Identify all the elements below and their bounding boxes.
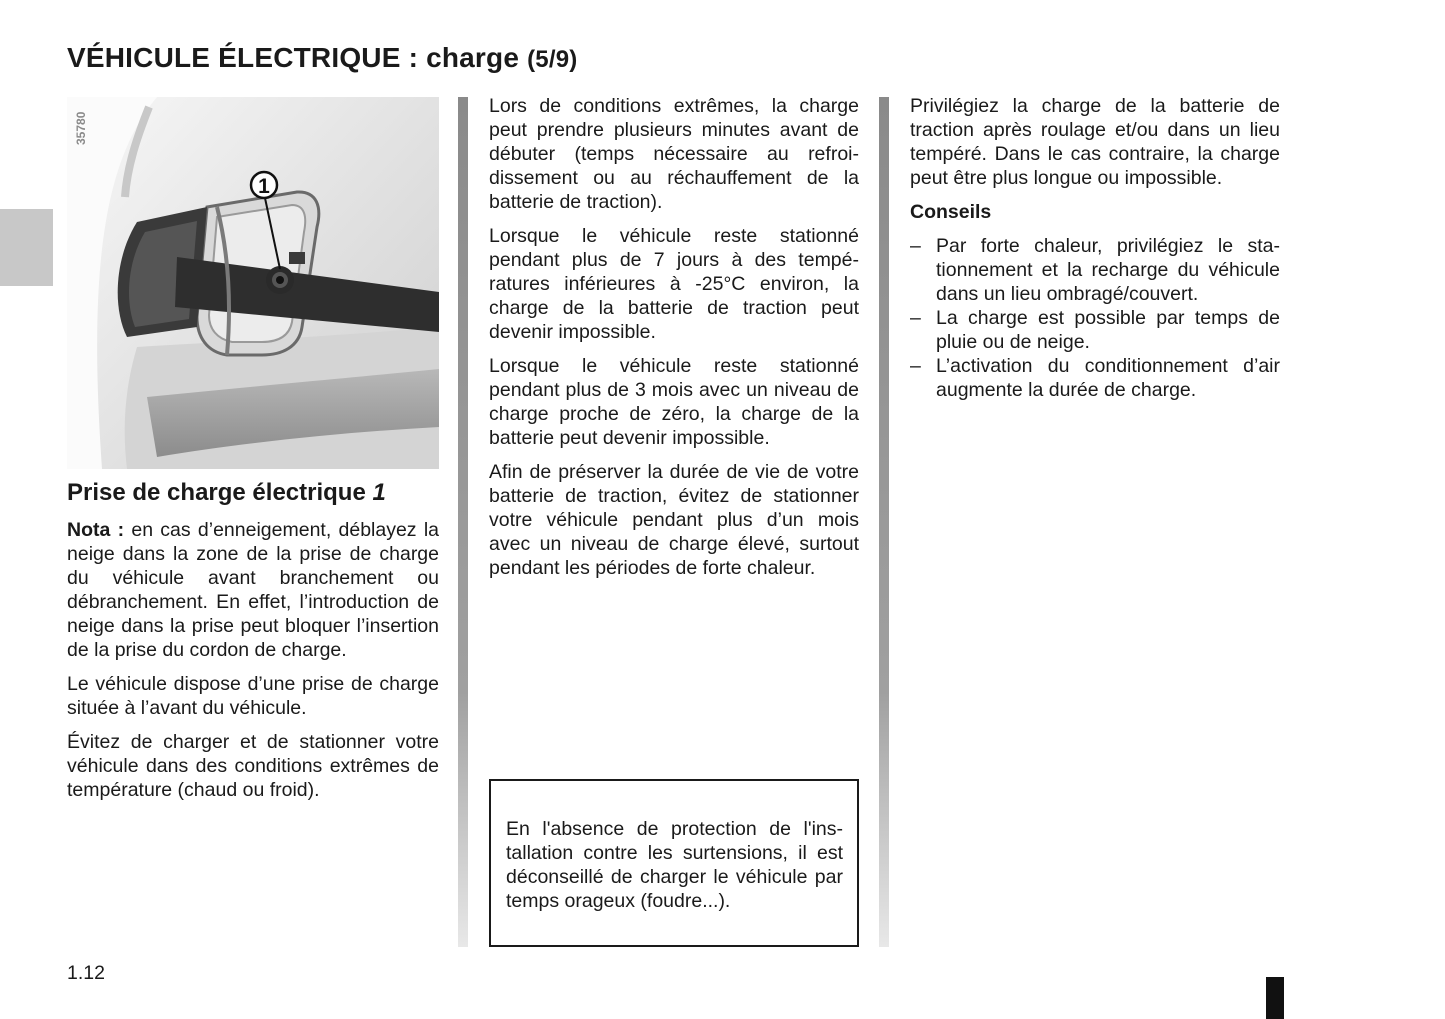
- paragraph: Privilégiez la charge de la batterie de traction après roulage et/ou dans un lieu tempéré. Dans le cas contraire, la charge peut être plus longue ou impossible.: [910, 95, 1280, 189]
- page-number: 1.12: [67, 962, 105, 984]
- title-main: VÉHICULE ÉLECTRIQUE : charge: [67, 42, 528, 73]
- paragraph: Le véhicule dispose d’une prise de charge située à l’avant du véhicule.: [67, 673, 439, 719]
- page-title: [67, 42, 577, 74]
- dash-bullet: –: [910, 235, 921, 257]
- section-heading-text: Prise de charge électrique: [67, 479, 373, 506]
- dash-bullet: –: [910, 355, 921, 377]
- column-3: [910, 94, 1280, 402]
- nota-label: Nota :: [67, 519, 125, 541]
- list-item: [910, 306, 1280, 354]
- paragraph: Lorsque le véhicule reste stationné pendant plus de 3 mois avec un niveau de charge proche de zéro, la charge de la batterie peut devenir impossible.: [489, 355, 859, 449]
- title-part: (5/9): [527, 46, 578, 73]
- list-item-text: La charge est possible par temps de pluie ou de neige.: [936, 307, 1280, 353]
- list-item-text: Par forte chaleur, privilégiez le stationnement et la recharge du véhicule dans un lieu ombragé/couvert.: [936, 235, 1280, 305]
- car-front-illustration: [67, 97, 439, 469]
- column-1: [67, 475, 439, 812]
- paragraph: Lors de conditions extrêmes, la charge peut prendre plusieurs minutes avant de débuter (temps nécessaire au refroidissement ou au réchauffement de la batterie de traction).: [489, 95, 859, 213]
- figure-ref-code: 35780: [74, 111, 88, 145]
- conseils-heading: Conseils: [910, 201, 992, 223]
- paragraph: Lorsque le véhicule reste stationné pendant plus de 7 jours à des températures inférieures à -25°C environ, la charge de la batterie de traction peut devenir impossible.: [489, 225, 859, 343]
- paragraph: Évitez de charger et de stationner votre véhicule dans des conditions extrêmes de température (chaud ou froid).: [67, 731, 439, 801]
- dash-bullet: –: [910, 307, 921, 329]
- section-tab: [0, 209, 53, 286]
- warning-box: [489, 779, 859, 947]
- list-item: [910, 354, 1280, 402]
- section-heading: [67, 478, 439, 508]
- warning-text: En l'absence de protection de l'installation contre les surtensions, il est déconseillé de charger le véhicule par temps orageux (foudre...).: [506, 818, 843, 912]
- column-divider: [879, 97, 889, 947]
- column-2: [489, 94, 859, 590]
- nota-text: en cas d’enneigement, déblayez la neige dans la zone de la prise de charge du véhicule avant branchement ou débranchement. En effet, l’introduction de neige dans la prise peut bloquer l’insertion de la prise du cordon de charge.: [67, 519, 439, 661]
- nota-paragraph: [67, 518, 439, 662]
- column-divider: [458, 97, 468, 947]
- section-heading-ref: 1: [372, 479, 386, 506]
- list-item: [910, 234, 1280, 306]
- corner-mark: [1266, 977, 1284, 1019]
- paragraph: Afin de préserver la durée de vie de votre batterie de traction, évitez de stationner votre véhicule pendant plus d’un mois avec un niveau de charge élevé, surtout pendant les périodes de forte chaleur.: [489, 461, 859, 579]
- list-item-text: L’activation du conditionnement d’air augmente la durée de charge.: [936, 355, 1280, 401]
- charging-port-photo: [67, 97, 439, 469]
- callout-number: 1: [258, 175, 270, 198]
- conseils-list: [910, 234, 1280, 402]
